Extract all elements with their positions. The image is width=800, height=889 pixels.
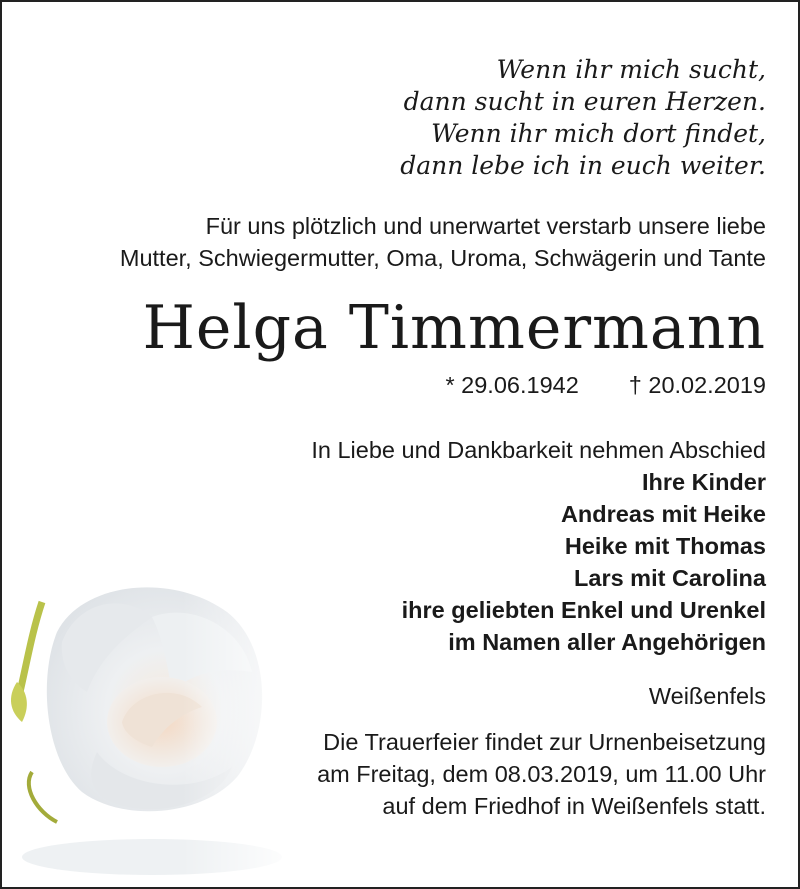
life-dates [42, 370, 766, 400]
family-line: ihre geliebten Enkel und Urenkel [401, 597, 766, 623]
family-line: Andreas mit Heike [560, 501, 766, 527]
poem-line: Wenn ihr mich sucht, [496, 55, 766, 84]
poem-line: dann sucht in euren Herzen. [403, 87, 766, 116]
family-line: Heike mit Thomas [564, 533, 766, 559]
poem [42, 54, 766, 182]
service-line: auf dem Friedhof in Weißenfels statt. [382, 793, 766, 819]
service-line: Die Trauerfeier findet zur Urnenbeisetzung [323, 729, 766, 755]
poem-line: Wenn ihr mich dort findet, [431, 119, 766, 148]
family-list [42, 466, 766, 658]
intro-text [42, 210, 766, 274]
intro-line: Für uns plötzlich und unerwartet verstarb unsere liebe [205, 213, 766, 239]
family-line: im Namen aller Angehörigen [448, 629, 766, 655]
notice-content [42, 2, 766, 822]
poem-line: dann lebe ich in euch weiter. [400, 151, 766, 180]
deceased-name: Helga Timmermann [142, 293, 766, 363]
funeral-service-info [42, 726, 766, 822]
family-line: Ihre Kinder [641, 469, 766, 495]
death-date: † 20.02.2019 [628, 372, 766, 398]
birth-date: * 29.06.1942 [445, 372, 579, 398]
intro-line: Mutter, Schwiegermutter, Oma, Uroma, Schwägerin und Tante [119, 245, 766, 271]
family-line: Lars mit Carolina [574, 565, 766, 591]
place-name: Weißenfels [648, 683, 766, 709]
farewell-text: In Liebe und Dankbarkeit nehmen Abschied [311, 437, 766, 463]
service-line: am Freitag, dem 08.03.2019, um 11.00 Uhr [317, 761, 766, 787]
